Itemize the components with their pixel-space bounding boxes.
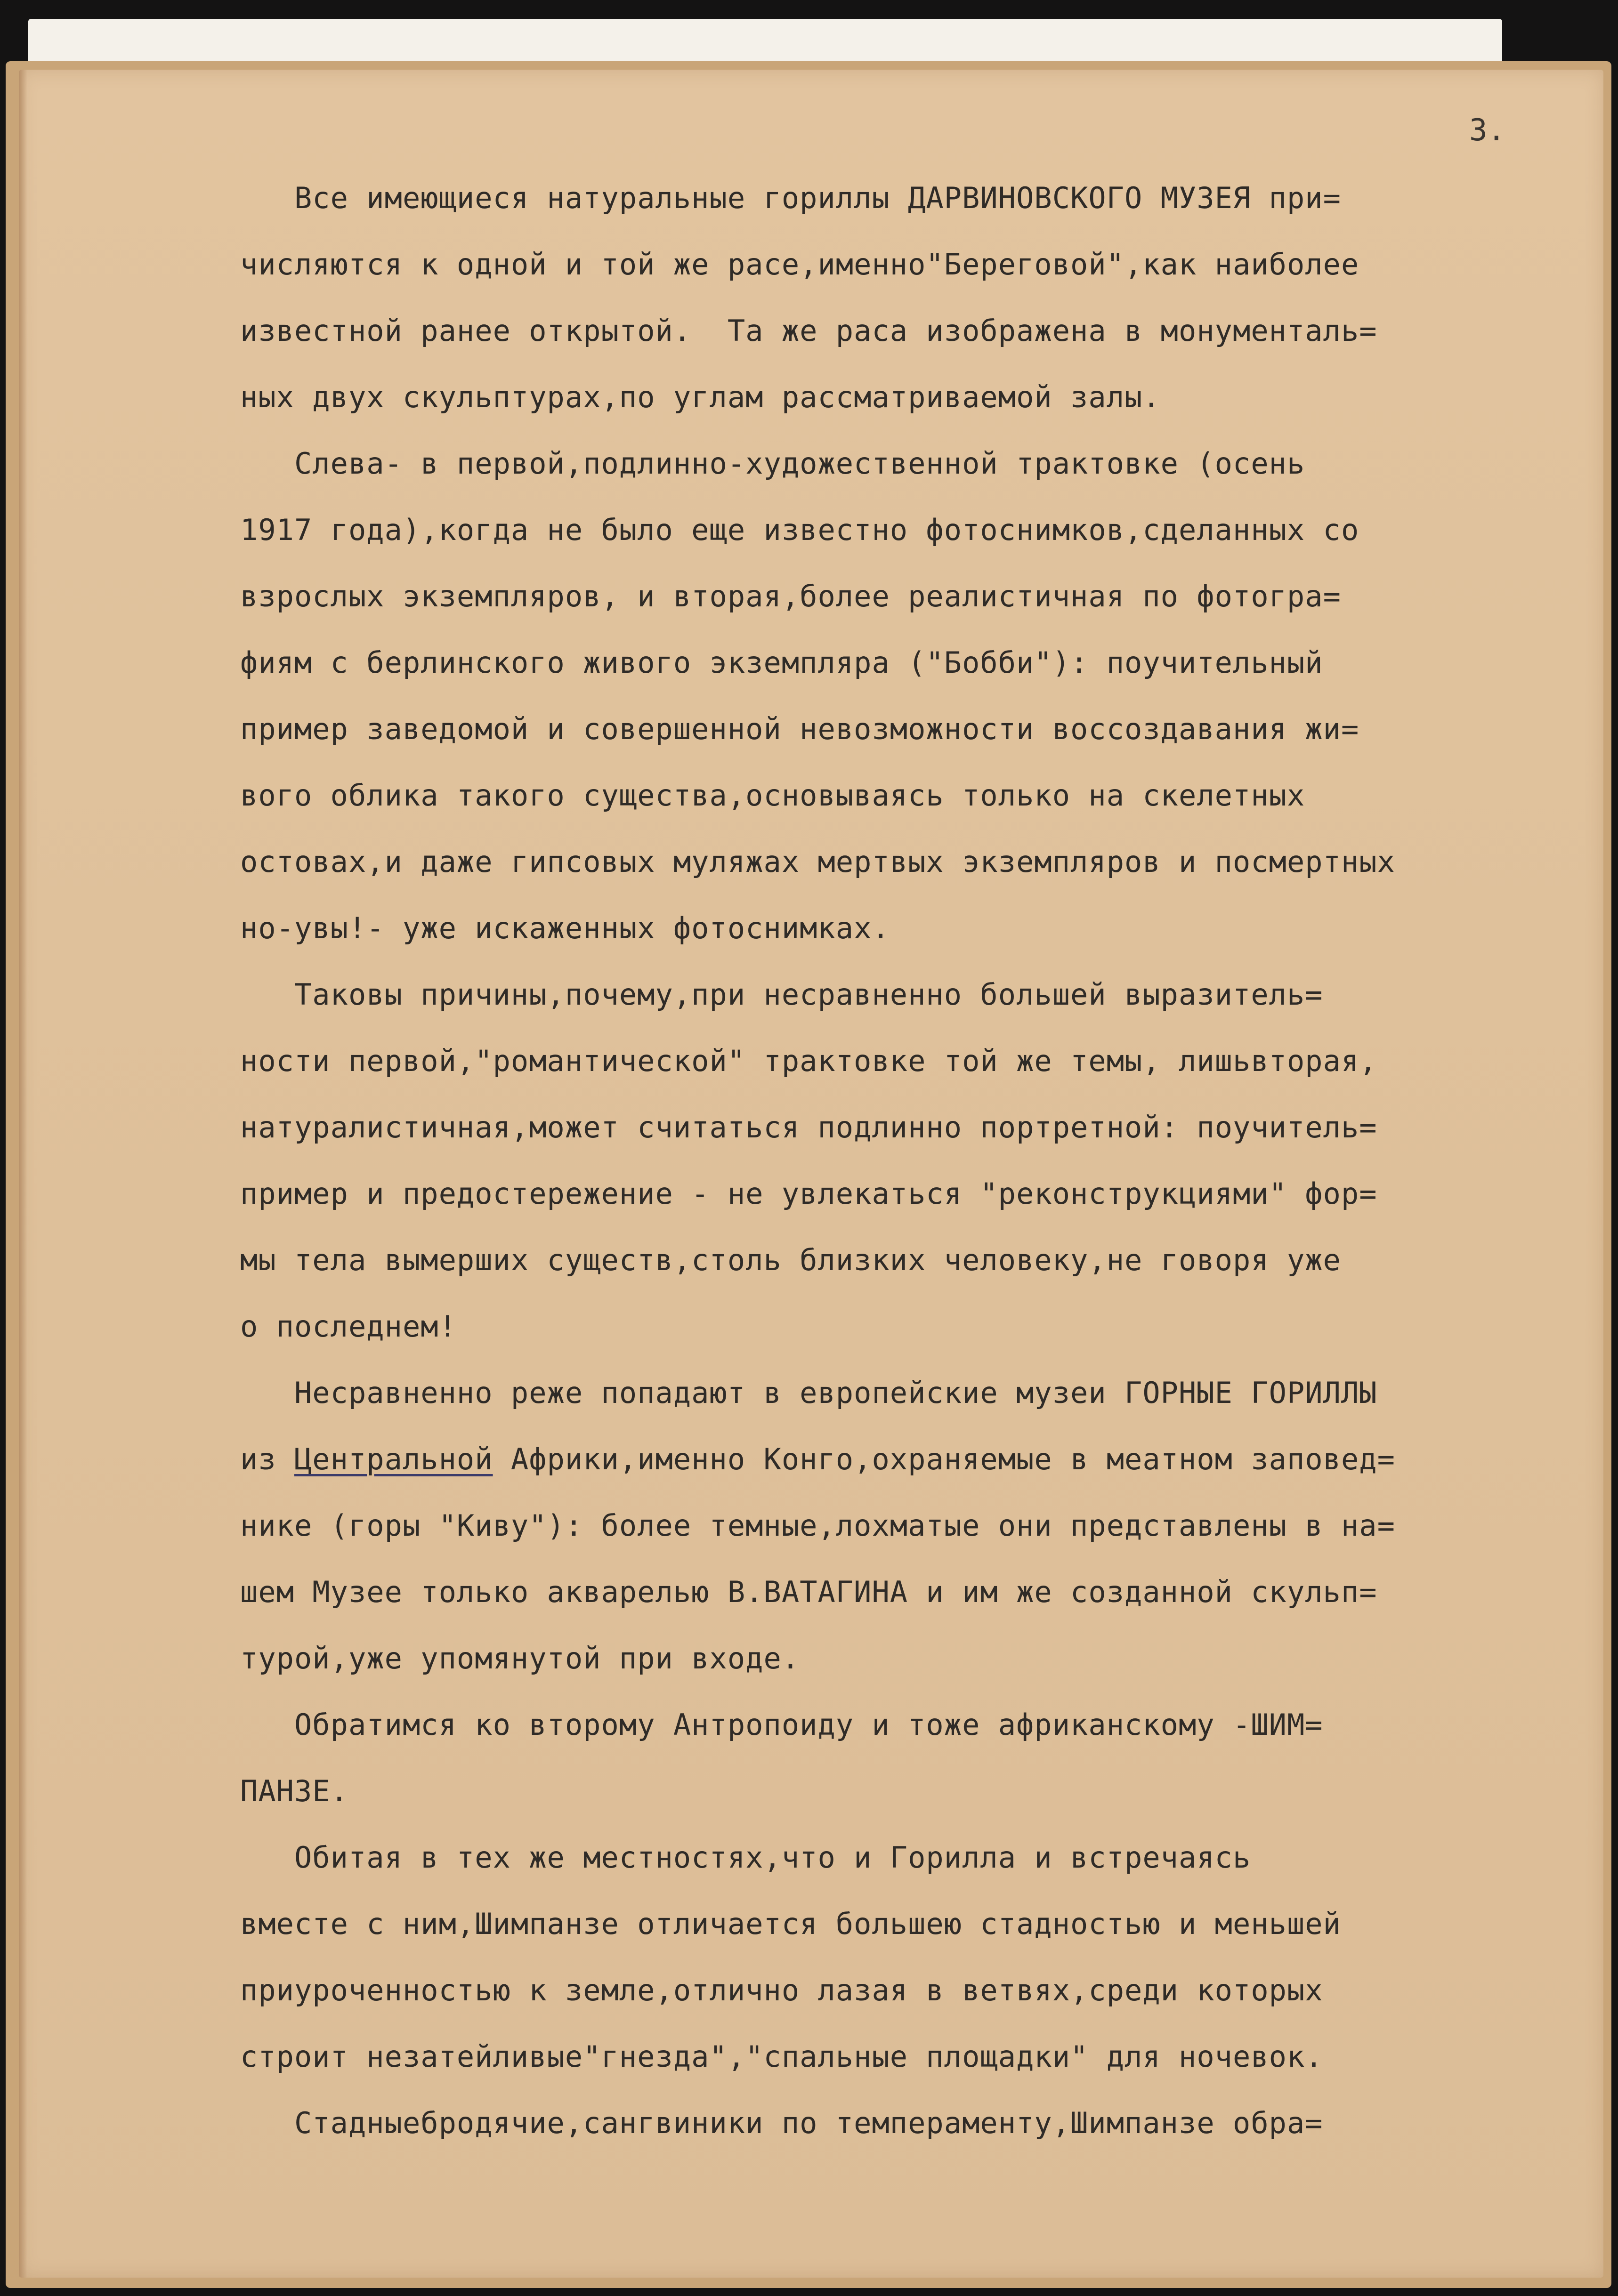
text-line: Таковы причины,почему,при несравненно большей выразитель=: [240, 977, 1323, 1012]
text-line: Несравненно реже попадают в европейские музеи ГОРНЫЕ ГОРИЛЛЫ: [240, 1376, 1377, 1410]
text-line: фиям с берлинского живого экземпляра ("Бобби"): поучительный: [240, 645, 1323, 680]
text-line: турой,уже упомянутой при входе.: [240, 1641, 800, 1676]
text-line: 1917 года),когда не было еще известно фотоснимков,сделанных со: [240, 513, 1359, 547]
text-line: о последнем!: [240, 1309, 457, 1344]
text-line: Обратимся ко второму Антропоиду и тоже африканскому -ШИМ=: [240, 1708, 1323, 1742]
text-line: но-увы!- уже искаженных фотоснимках.: [240, 911, 890, 945]
text-line: числяются к одной и той же расе,именно"Береговой",как наиболее: [240, 247, 1359, 282]
text-line: ности первой,"романтической" трактовке той же темы, лишьвторая,: [240, 1044, 1377, 1078]
text-line: пример и предостережение - не увлекаться "реконструкциями" фор=: [240, 1176, 1377, 1211]
text-line: шем Музее только акварелью В.ВАТАГИНА и им же созданной скульп=: [240, 1575, 1377, 1609]
page-number: 3.: [1469, 113, 1506, 148]
typewritten-text: [240, 165, 1606, 2156]
text-line: мы тела вымерших существ,столь близких человеку,не говоря уже: [240, 1243, 1341, 1277]
text-line: из Центральной Африки,именно Конго,охраняемые в меатном заповед=: [240, 1442, 1395, 1476]
text-line: Все имеющиеся натуральные гориллы ДАРВИНОВСКОГО МУЗЕЯ при=: [240, 181, 1341, 215]
text-line: Обитая в тех же местностях,что и Горилла и встречаясь: [240, 1840, 1251, 1875]
text-line: взрослых экземпляров, и вторая,более реалистичная по фотогра=: [240, 579, 1341, 613]
text-line: вого облика такого существа,основываясь только на скелетных: [240, 778, 1305, 813]
text-line: пример заведомой и совершенной невозможности воссоздавания жи=: [240, 712, 1359, 746]
text-line: нике (горы "Киву"): более темные,лохматые они представлены в на=: [240, 1508, 1395, 1543]
text-line: натуралистичная,может считаться подлинно портретной: поучитель=: [240, 1110, 1377, 1144]
text-line: приуроченностью к земле,отлично лазая в ветвях,среди которых: [240, 1973, 1323, 2007]
text-line: известной ранее открытой. Та же раса изображена в монументаль=: [240, 314, 1377, 348]
text-line: Слева- в первой,подлинно-художественной трактовке (осень: [240, 446, 1305, 481]
text-line: Стадныебродячие,сангвиники по темпераменту,Шимпанзе обра=: [240, 2106, 1323, 2140]
text-line: вместе с ним,Шимпанзе отличается большею стадностью и меньшей: [240, 1907, 1341, 1941]
text-line: ных двух скульптурах,по углам рассматриваемой залы.: [240, 380, 1161, 414]
underlined-word: Центральной: [294, 1442, 493, 1476]
text-line: строит незатейливые"гнезда","спальные площадки" для ночевок.: [240, 2039, 1323, 2074]
page-binding-edge: [19, 70, 27, 2278]
text-line: остовах,и даже гипсовых муляжах мертвых экземпляров и посмертных: [240, 845, 1395, 879]
text-line: ПАНЗЕ.: [240, 1774, 348, 1808]
